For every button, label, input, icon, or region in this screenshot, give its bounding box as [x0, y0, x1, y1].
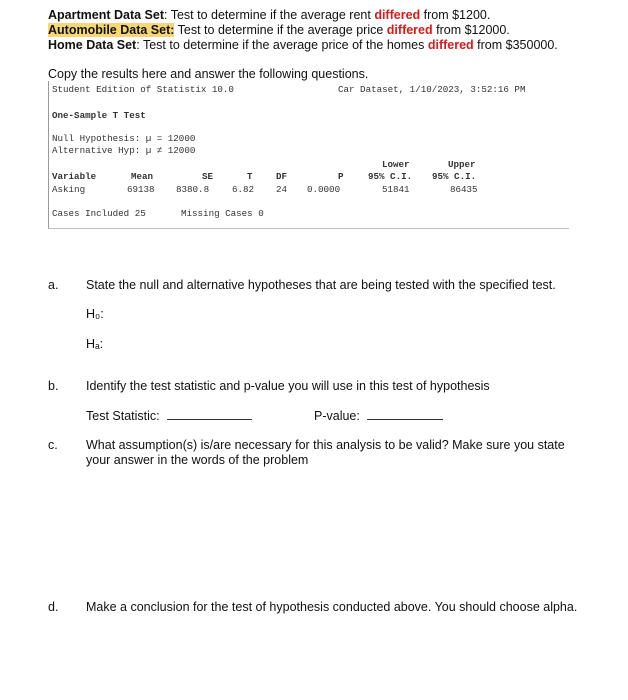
p-value-blank[interactable]	[367, 408, 443, 420]
question-b-letter: b.	[48, 379, 59, 393]
dataset-stamp: Car Dataset, 1/10/2023, 3:52:16 PM	[338, 84, 526, 95]
question-c-letter: c.	[48, 438, 58, 452]
home-post: from $350000.	[473, 38, 558, 52]
home-keyword: differed	[427, 38, 474, 52]
question-d-text: Make a conclusion for the test of hypothesis conducted above. You should choose alpha.	[86, 600, 578, 614]
automobile-keyword: differed	[386, 23, 433, 37]
ci-lower-header-2: 95% C.I.	[368, 171, 413, 182]
question-a-text: State the null and alternative hypotheses that are being tested with the specified test.	[86, 278, 556, 292]
apartment-post: from $1200.	[420, 8, 491, 22]
p-value-label: P-value:	[314, 409, 360, 423]
question-a-letter: a.	[48, 278, 59, 292]
test-statistic-label: Test Statistic:	[86, 409, 160, 423]
question-b-text: Identify the test statistic and p-value you will use in this test of hypothesis	[86, 379, 490, 393]
missing-cases: Missing Cases 0	[181, 208, 264, 219]
question-d-letter: d.	[48, 600, 59, 614]
row-variable: Asking	[52, 184, 86, 195]
home-line	[48, 38, 558, 53]
row-t: 6.82	[232, 184, 255, 195]
row-ci-upper: 86435	[450, 184, 478, 195]
apartment-pre: : Test to determine if the average rent	[164, 8, 375, 22]
header-mean: Mean	[131, 171, 154, 182]
ci-upper-header-2: 95% C.I.	[432, 171, 477, 182]
header-se: SE	[202, 171, 214, 182]
apartment-keyword: differed	[374, 8, 421, 22]
row-ci-lower: 51841	[382, 184, 410, 195]
header-t: T	[247, 171, 253, 182]
header-variable: Variable	[52, 171, 97, 182]
row-se: 8380.8	[176, 184, 210, 195]
alternative-hypothesis: Alternative Hyp: µ ≠ 12000	[52, 145, 196, 156]
p-value-row	[314, 408, 443, 423]
automobile-post: from $12000.	[432, 23, 510, 37]
header-p: P	[338, 171, 344, 182]
home-pre: : Test to determine if the average price of the homes	[136, 38, 428, 52]
ha-label: Hₐ:	[86, 337, 104, 351]
h0-label: H₀:	[86, 307, 104, 321]
question-c-text: What assumption(s) is/are necessary for this analysis to be valid? Make sure you state your answer in the words of the problem	[86, 438, 565, 467]
test-statistic-blank[interactable]	[167, 408, 252, 420]
automobile-pre: Test to determine if the average price	[174, 23, 387, 37]
row-mean: 69138	[127, 184, 155, 195]
row-df: 24	[276, 184, 288, 195]
home-label: Home Data Set	[48, 38, 137, 52]
ci-lower-header-1: Lower	[382, 159, 410, 170]
header-df: DF	[276, 171, 288, 182]
statistix-app-name: Student Edition of Statistix 10.0	[52, 84, 234, 95]
automobile-line	[48, 23, 510, 38]
ci-upper-header-1: Upper	[448, 159, 476, 170]
apartment-line	[48, 8, 490, 23]
null-hypothesis: Null Hypothesis: µ = 12000	[52, 133, 196, 144]
apartment-label: Apartment Data Set	[48, 8, 164, 22]
test-name: One-Sample T Test	[52, 110, 146, 121]
cases-included: Cases Included 25	[52, 208, 146, 219]
copy-instruction: Copy the results here and answer the following questions.	[48, 67, 369, 81]
test-statistic-row	[86, 408, 252, 424]
row-p: 0.0000	[307, 184, 341, 195]
automobile-label: Automobile Data Set:	[48, 23, 175, 37]
